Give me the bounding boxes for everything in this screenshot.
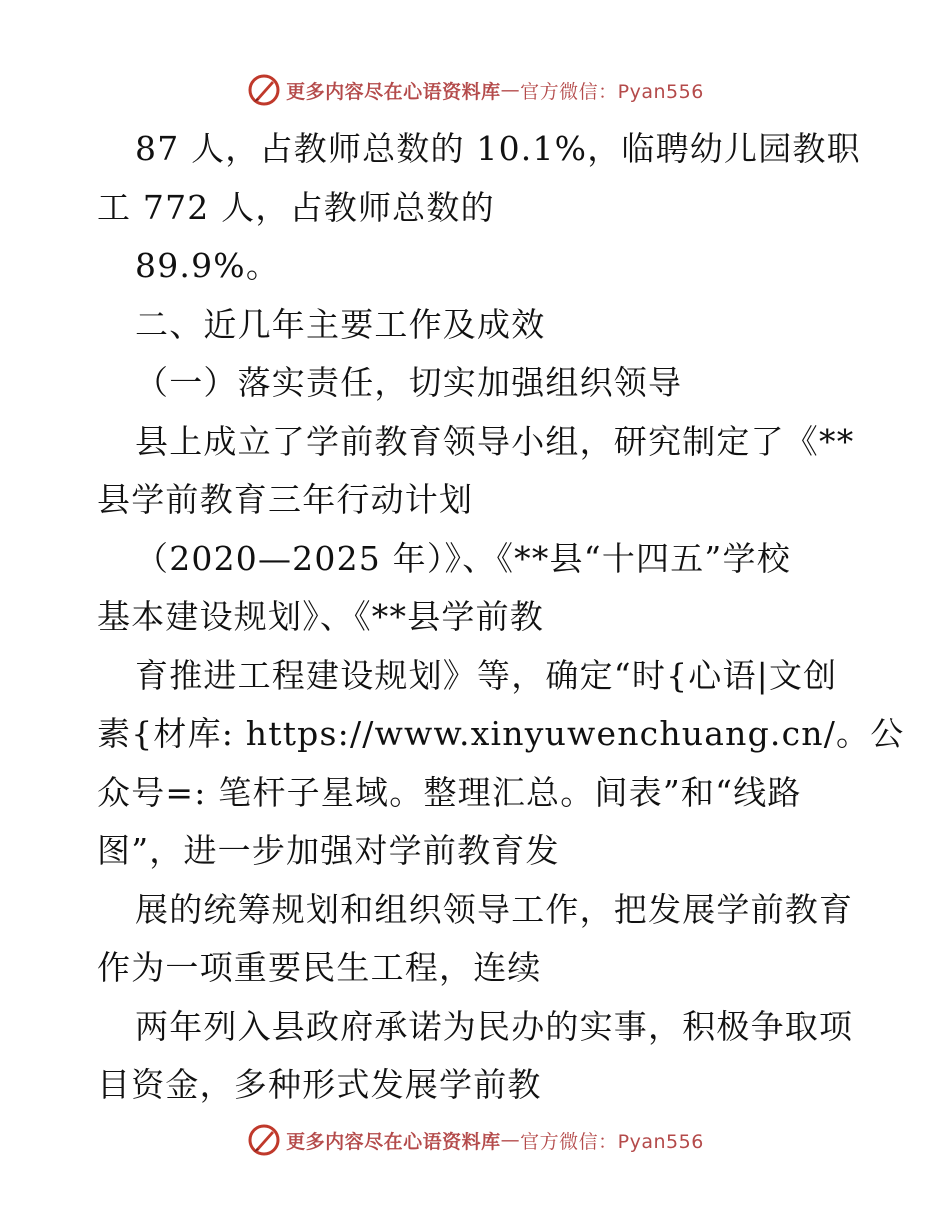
watermark-separator: — [500, 1129, 521, 1151]
quill-pen-logo-icon [246, 72, 282, 108]
watermark-brand: 更多内容尽在心语资料库 [286, 1130, 501, 1153]
watermark-contact: 官方微信：Pyan556 [520, 80, 704, 103]
text-line: 作为一项重要民生工程，连续 [97, 948, 542, 987]
section-heading: 二、近几年主要工作及成效 [135, 304, 546, 344]
quill-pen-logo-icon [246, 1122, 282, 1158]
text-line: 素{材库: https://www.xinyuwenchuang.cn/。公 [97, 714, 905, 753]
text-line: 基本建设规划》、《**县学前教 [97, 597, 544, 636]
text-line: （2020—2025 年）》、《**县“十四五”学校 [135, 538, 791, 578]
text-line: 育推进工程建设规划》等，确定“时{心语|文创 [135, 655, 838, 695]
text-line: 县学前教育三年行动计划 [97, 480, 474, 519]
text-line: 县上成立了学前教育领导小组，研究制定了《** [135, 421, 855, 461]
text-line: 图”，进一步加强对学前教育发 [97, 831, 560, 870]
text-line: 两年列入县政府承诺为民办的实事，积极争取项 [135, 1006, 854, 1046]
watermark-separator: — [500, 79, 521, 101]
text-line: 89.9%。 [135, 246, 281, 285]
text-line: 87 人，占教师总数的 10.1%，临聘幼儿园教职 [135, 129, 861, 168]
text-line: 工 772 人，占教师总数的 [97, 187, 495, 227]
document-body [97, 120, 905, 1115]
footer-watermark [0, 1120, 950, 1160]
header-watermark [0, 70, 950, 110]
watermark-brand: 更多内容尽在心语资料库 [286, 80, 501, 103]
subsection-heading: （一）落实责任，切实加强组织领导 [135, 363, 683, 402]
text-line: 众号=: 笔杆子星域。整理汇总。间表”和“线路 [97, 772, 802, 812]
text-line: 展的统筹规划和组织领导工作，把发展学前教育 [135, 889, 854, 929]
watermark-contact: 官方微信：Pyan556 [520, 1130, 704, 1153]
text-line: 目资金，多种形式发展学前教 [97, 1065, 542, 1104]
